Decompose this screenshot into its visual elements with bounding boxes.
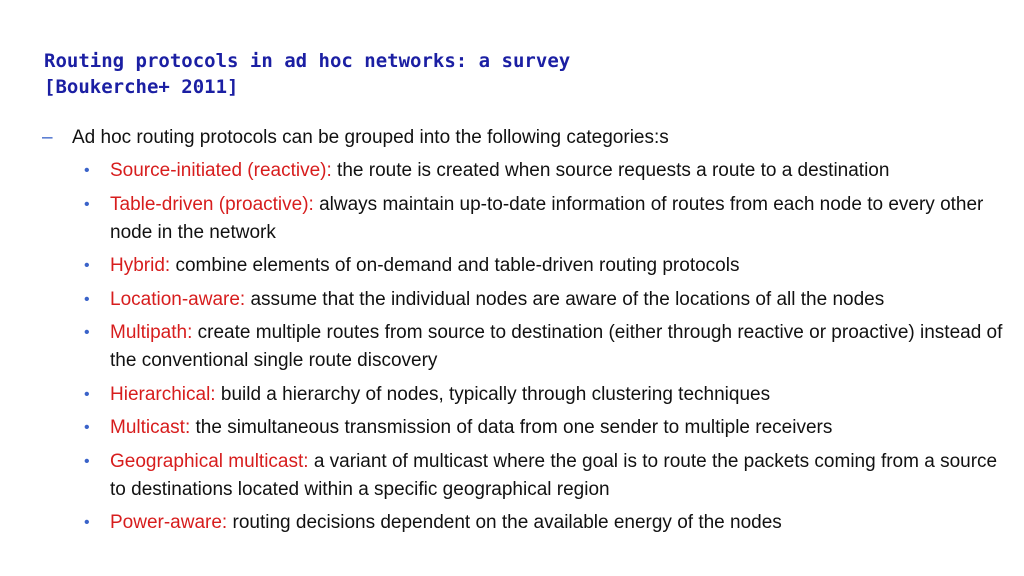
category-term: Hybrid: <box>110 255 171 276</box>
category-term: Multipath: <box>110 322 193 343</box>
category-description: a variant of multicast where the goal is to route the packets coming from a source to destinations located within a specific geographical region <box>110 450 998 500</box>
list-item <box>84 252 1004 280</box>
category-term: Geographical multicast: <box>110 450 309 472</box>
category-term: Table-driven (proactive): <box>110 193 314 215</box>
bullet-icon: • <box>84 290 90 308</box>
main-point-text: Ad hoc routing protocols can be grouped into the following categories:s <box>72 127 669 148</box>
category-description: the simultaneous transmission of data from one sender to multiple receivers <box>190 417 833 438</box>
list-item <box>84 381 1004 409</box>
bullet-icon: • <box>84 162 90 179</box>
category-description: combine elements of on-demand and table-driven routing protocols <box>170 255 740 276</box>
bullet-icon: • <box>84 257 90 274</box>
bullet-icon: • <box>84 324 90 341</box>
category-list <box>84 157 1004 543</box>
list-item <box>84 286 1004 314</box>
list-item <box>84 157 1004 185</box>
category-description: the route is created when source requests a route to a destination <box>331 160 890 181</box>
category-term: Hierarchical: <box>110 383 216 405</box>
category-description: create multiple routes from source to destination (either through reactive or proactive) instead of the conventional single route discovery <box>110 322 1003 371</box>
title-line-2: [Boukerche+ 2011] <box>44 76 239 98</box>
list-item <box>84 191 1004 247</box>
category-term: Power-aware: <box>110 512 228 533</box>
list-item <box>84 448 1004 504</box>
category-term: Multicast: <box>110 417 191 438</box>
bullet-icon: • <box>84 452 90 470</box>
category-description: routing decisions dependent on the available energy of the nodes <box>227 512 782 533</box>
category-description: always maintain up-to-date information of routes from each node to every other node in the network <box>110 193 984 243</box>
category-term: Source-initiated (reactive): <box>110 160 332 181</box>
category-description: assume that the individual nodes are aware of the locations of all the nodes <box>245 288 885 310</box>
list-item <box>84 509 1004 537</box>
bullet-icon: • <box>84 514 90 531</box>
slide-title <box>44 48 570 100</box>
category-description: build a hierarchy of nodes, typically through clustering techniques <box>215 383 771 405</box>
dash-bullet: – <box>42 127 53 148</box>
bullet-icon: • <box>84 385 90 403</box>
list-item <box>84 414 1004 442</box>
title-line-1: Routing protocols in ad hoc networks: a survey <box>44 50 571 72</box>
category-term: Location-aware: <box>110 288 246 310</box>
bullet-icon: • <box>84 419 90 436</box>
bullet-icon: • <box>84 195 90 213</box>
list-item <box>84 319 1004 375</box>
